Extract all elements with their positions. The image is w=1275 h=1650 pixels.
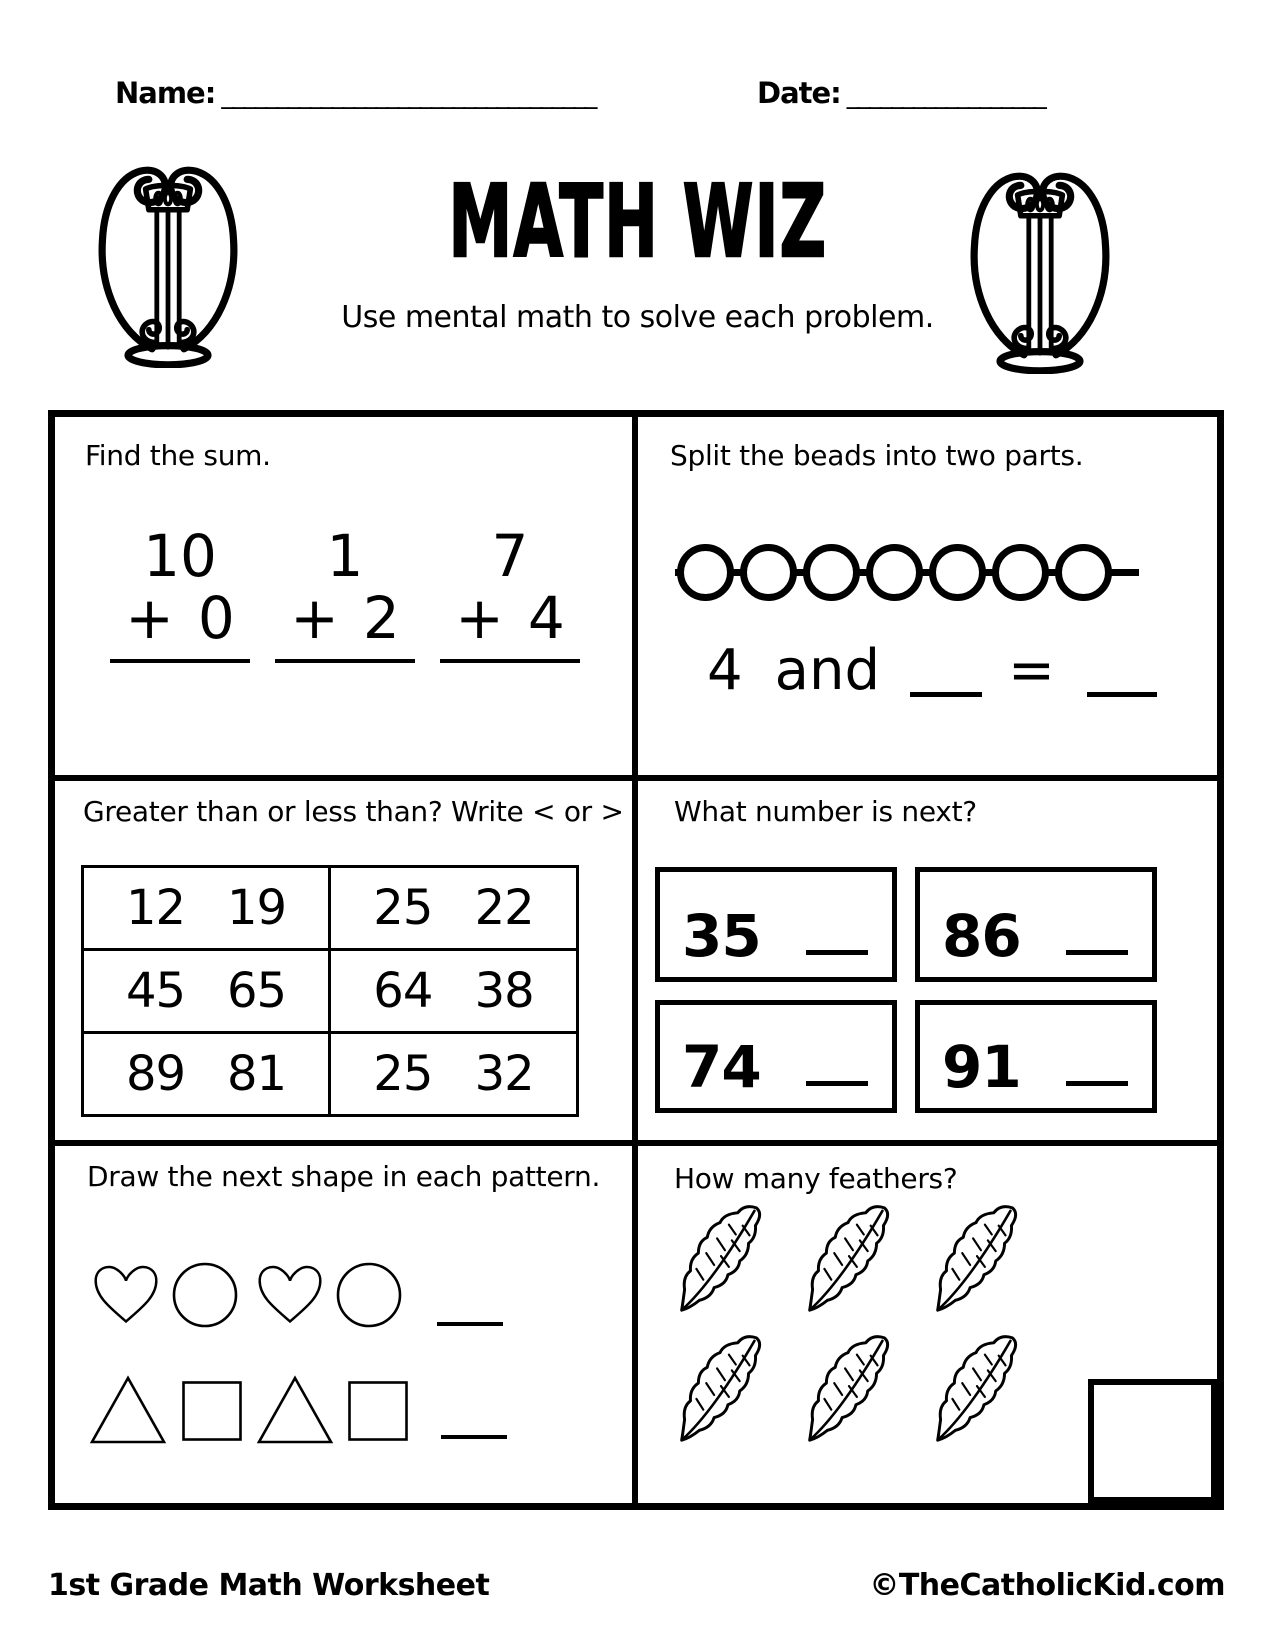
count-answer-box: [1088, 1379, 1217, 1503]
number-value: 91: [942, 1033, 1021, 1101]
addition-problems: [110, 522, 580, 663]
table-cell: 22: [474, 880, 534, 936]
feather-icon: [797, 1200, 901, 1322]
table-row: [84, 948, 576, 1031]
table-row: [84, 1031, 576, 1114]
answer-blank-line: [1066, 1081, 1128, 1086]
feathers-prompt: How many feathers?: [674, 1162, 958, 1195]
addend-top: 10: [143, 522, 217, 590]
feather-group: [669, 1200, 1043, 1456]
number-value: 35: [682, 902, 761, 970]
addend-top: 1: [326, 522, 364, 590]
answer-blank-line: [806, 950, 868, 955]
find-sum-section: [55, 417, 638, 781]
table-cell: 32: [474, 1046, 534, 1102]
addend-bottom: 4: [527, 584, 565, 652]
addition-problem: [440, 522, 580, 663]
subtitle: Use mental math to solve each problem.: [341, 300, 934, 335]
greater-less-section: [55, 781, 638, 1146]
find-sum-prompt: Find the sum.: [85, 439, 271, 472]
square-shape-icon: [181, 1380, 243, 1442]
equation-blank-line: [910, 647, 982, 697]
table-cell: 12: [125, 880, 186, 936]
number-value: 74: [682, 1033, 761, 1101]
next-number-boxes: [655, 867, 1157, 1113]
addition-problem: [110, 522, 250, 663]
table-cell: 38: [474, 963, 534, 1019]
date-field: [757, 76, 1045, 110]
next-number-prompt: What number is next?: [674, 795, 977, 828]
equation-first-number: 4: [707, 637, 743, 703]
bead-icon: [803, 544, 860, 601]
equals-sign: =: [1008, 637, 1055, 703]
feathers-section: [638, 1146, 1217, 1503]
next-number-section: [638, 781, 1217, 1146]
answer-line: [440, 659, 580, 663]
plus-sign: +: [455, 584, 504, 652]
plus-sign: +: [290, 584, 339, 652]
table-cell: 81: [226, 1046, 287, 1102]
bead-icon: [992, 544, 1049, 601]
table-cell: 25: [373, 880, 433, 936]
date-label: Date:: [757, 76, 841, 110]
bead-equation: [707, 637, 1157, 703]
answer-line: [275, 659, 415, 663]
table-cell: 64: [373, 963, 433, 1019]
table-cell: 19: [226, 880, 287, 936]
addition-problem: [275, 522, 415, 663]
feather-icon: [797, 1330, 901, 1452]
bead-string: [677, 544, 1112, 601]
triangle-shape-icon: [88, 1373, 168, 1445]
footer-worksheet-label: 1st Grade Math Worksheet: [48, 1568, 490, 1603]
table-row: [84, 868, 576, 948]
bead-icon: [677, 544, 734, 601]
answer-blank-line: [806, 1081, 868, 1086]
table-cell: 65: [226, 963, 287, 1019]
answer-line: [110, 659, 250, 663]
greater-less-prompt: Greater than or less than? Write < or >: [83, 795, 624, 828]
name-field: [115, 76, 595, 110]
bead-icon: [929, 544, 986, 601]
split-beads-section: [638, 417, 1217, 781]
date-blank-line: __________________: [846, 80, 1045, 110]
patterns-prompt: Draw the next shape in each pattern.: [87, 1160, 601, 1193]
feather-icon: [669, 1330, 773, 1452]
table-cell: 45: [125, 963, 186, 1019]
next-number-box: [915, 867, 1157, 982]
table-cell: 89: [125, 1046, 186, 1102]
comparison-table: [81, 865, 579, 1117]
number-value: 86: [942, 902, 1021, 970]
pattern-answer-line: [441, 1435, 507, 1439]
name-label: Name:: [115, 76, 216, 110]
circle-shape-icon: [172, 1262, 238, 1328]
page-title: [0, 163, 1275, 280]
equation-and-word: and: [774, 637, 880, 703]
patterns-section: [55, 1146, 638, 1503]
triangle-shape-icon: [255, 1373, 335, 1445]
plus-sign: +: [125, 584, 174, 652]
answer-blank-line: [1066, 950, 1128, 955]
addend-top: 7: [491, 522, 529, 590]
title-text: MATH WIZ: [448, 163, 827, 280]
next-number-box: [655, 867, 897, 982]
pattern-answer-line: [437, 1322, 503, 1326]
feather-icon: [669, 1200, 773, 1322]
name-blank-line: __________________________________: [221, 80, 596, 110]
split-beads-prompt: Split the beads into two parts.: [670, 439, 1084, 472]
feather-icon: [925, 1330, 1029, 1452]
bead-icon: [1055, 544, 1112, 601]
footer-credit: ©TheCatholicKid.com: [869, 1568, 1225, 1603]
problems-grid: [48, 410, 1224, 1510]
square-shape-icon: [347, 1380, 409, 1442]
heart-shape-icon: [254, 1260, 326, 1328]
table-cell: 25: [373, 1046, 433, 1102]
heart-shape-icon: [90, 1260, 162, 1328]
addend-bottom: 2: [362, 584, 400, 652]
addend-bottom: 0: [197, 584, 235, 652]
equation-blank-line: [1087, 647, 1157, 697]
feather-icon: [925, 1200, 1029, 1322]
bead-icon: [740, 544, 797, 601]
next-number-box: [655, 1000, 897, 1113]
bead-icon: [866, 544, 923, 601]
circle-shape-icon: [336, 1262, 402, 1328]
next-number-box: [915, 1000, 1157, 1113]
